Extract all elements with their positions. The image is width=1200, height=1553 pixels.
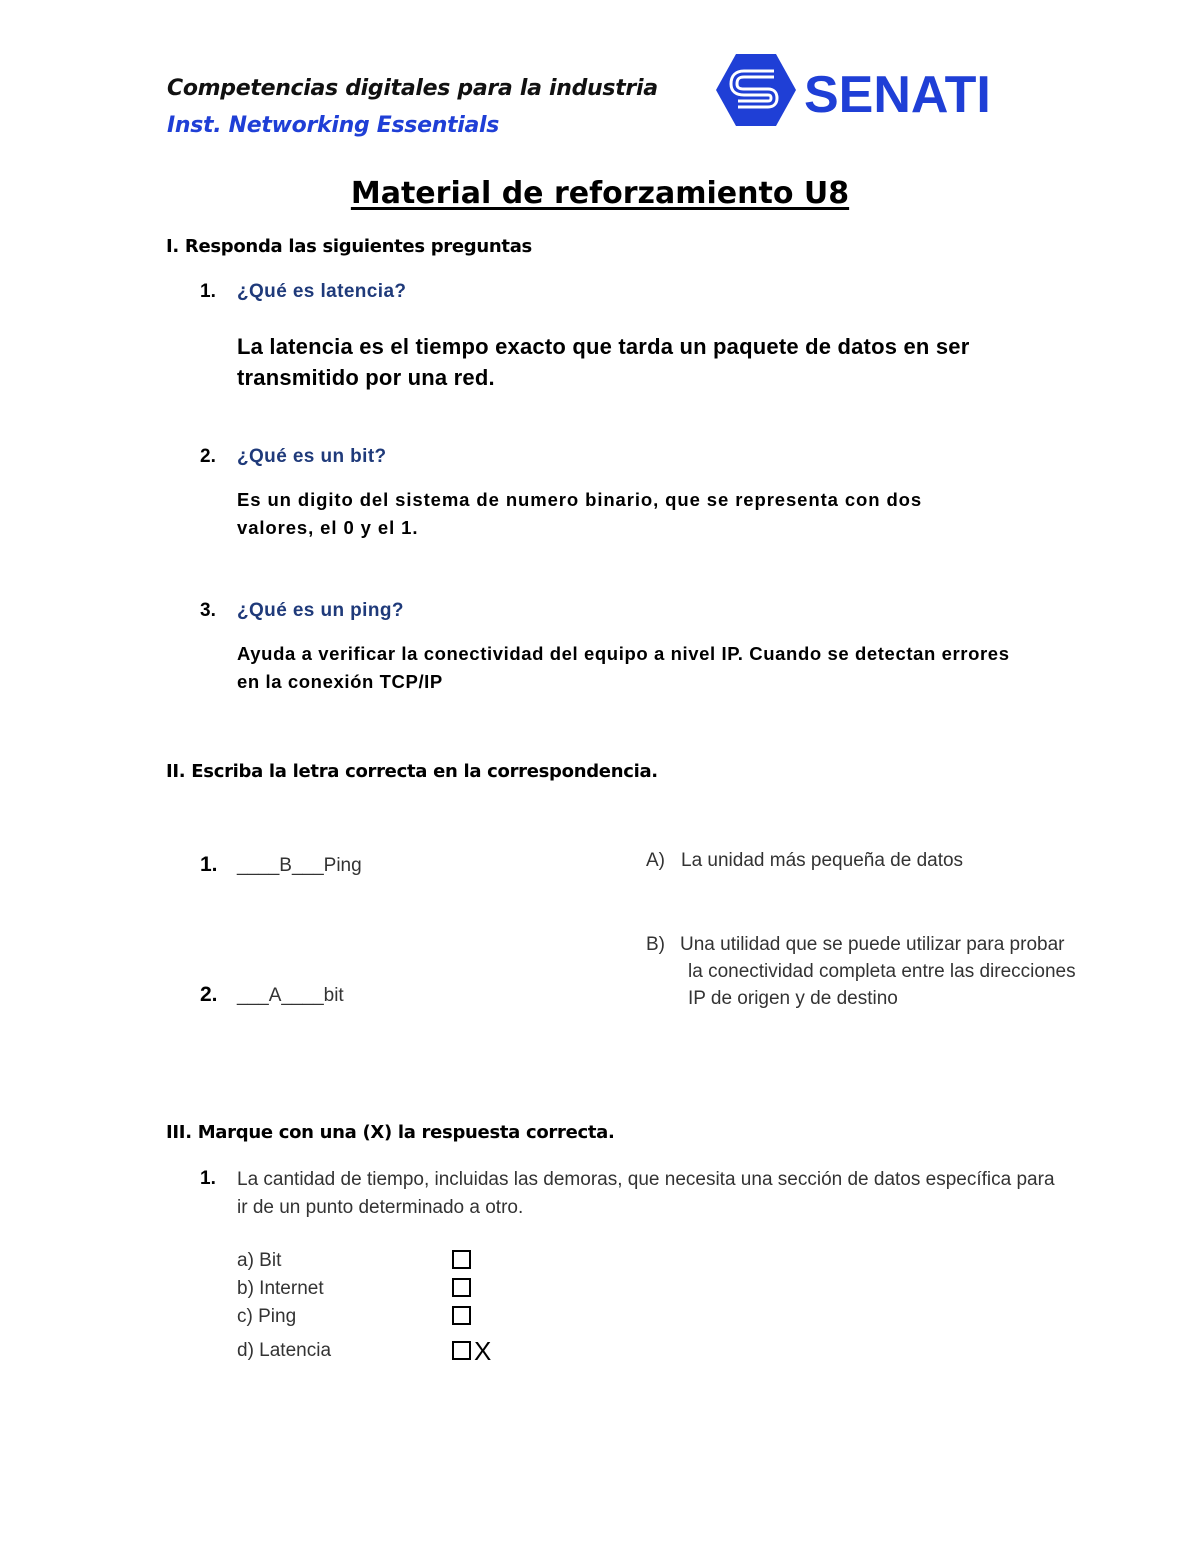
option-b-line1: Una utilidad que se puede utilizar para probar <box>680 934 1065 955</box>
section3-heading: III. Marque con una (X) la respuesta correcta. <box>166 1122 615 1143</box>
course-subtitle: Inst. Networking Essentials <box>167 113 500 138</box>
page-title: Material de reforzamiento U8 <box>350 176 850 211</box>
q1-number: 1. <box>200 281 216 302</box>
selected-mark: X <box>474 1336 492 1366</box>
senati-logo <box>716 52 1006 132</box>
option-a-letter: A) <box>646 850 665 871</box>
choice-d: d) Latencia <box>237 1340 332 1361</box>
checkbox-a[interactable] <box>452 1250 471 1269</box>
option-b-line2: la conectividad completa entre las direcciones <box>688 961 1076 982</box>
choice-c: c) Ping <box>237 1306 297 1327</box>
match2-number: 2. <box>200 983 218 1006</box>
match2-text: ___A____bit <box>237 985 344 1006</box>
checkbox-b[interactable] <box>452 1278 471 1297</box>
option-b-line3: IP de origen y de destino <box>688 988 898 1009</box>
q2-number: 2. <box>200 446 216 467</box>
q1-answer: La latencia es el tiempo exacto que tarda un paquete de datos en ser transmitido por una red. <box>237 334 970 390</box>
mc1-question: La cantidad de tiempo, incluidas las demoras, que necesita una sección de datos específica para ir de un punto determinado a otro. <box>237 1169 1055 1218</box>
svg-text:SENATI: SENATI <box>804 66 991 124</box>
q3-number: 3. <box>200 600 216 621</box>
option-b-letter: B) <box>646 934 665 955</box>
q3-answer: Ayuda a verificar la conectividad del equipo a nivel IP. Cuando se detectan errores en la conexión TCP/IP <box>237 643 1010 692</box>
course-title: Competencias digitales para la industria <box>167 76 658 101</box>
choice-b: b) Internet <box>237 1278 324 1299</box>
section2-heading: II. Escriba la letra correcta en la correspondencia. <box>166 761 658 782</box>
section1-heading: I. Responda las siguientes preguntas <box>166 236 532 257</box>
q2-question: ¿Qué es un bit? <box>237 446 387 467</box>
mc1-number: 1. <box>200 1168 216 1189</box>
q1-question: ¿Qué es latencia? <box>237 281 407 302</box>
checkbox-c[interactable] <box>452 1306 471 1325</box>
choice-a: a) Bit <box>237 1250 282 1271</box>
match1-text: ____B___Ping <box>237 855 362 876</box>
option-a-text: La unidad más pequeña de datos <box>681 850 964 871</box>
q3-question: ¿Qué es un ping? <box>237 600 404 621</box>
checkbox-d[interactable] <box>452 1341 471 1360</box>
match1-number: 1. <box>200 853 218 876</box>
q2-answer: Es un digito del sistema de numero binario, que se representa con dos valores, el 0 y el 1. <box>237 489 923 538</box>
